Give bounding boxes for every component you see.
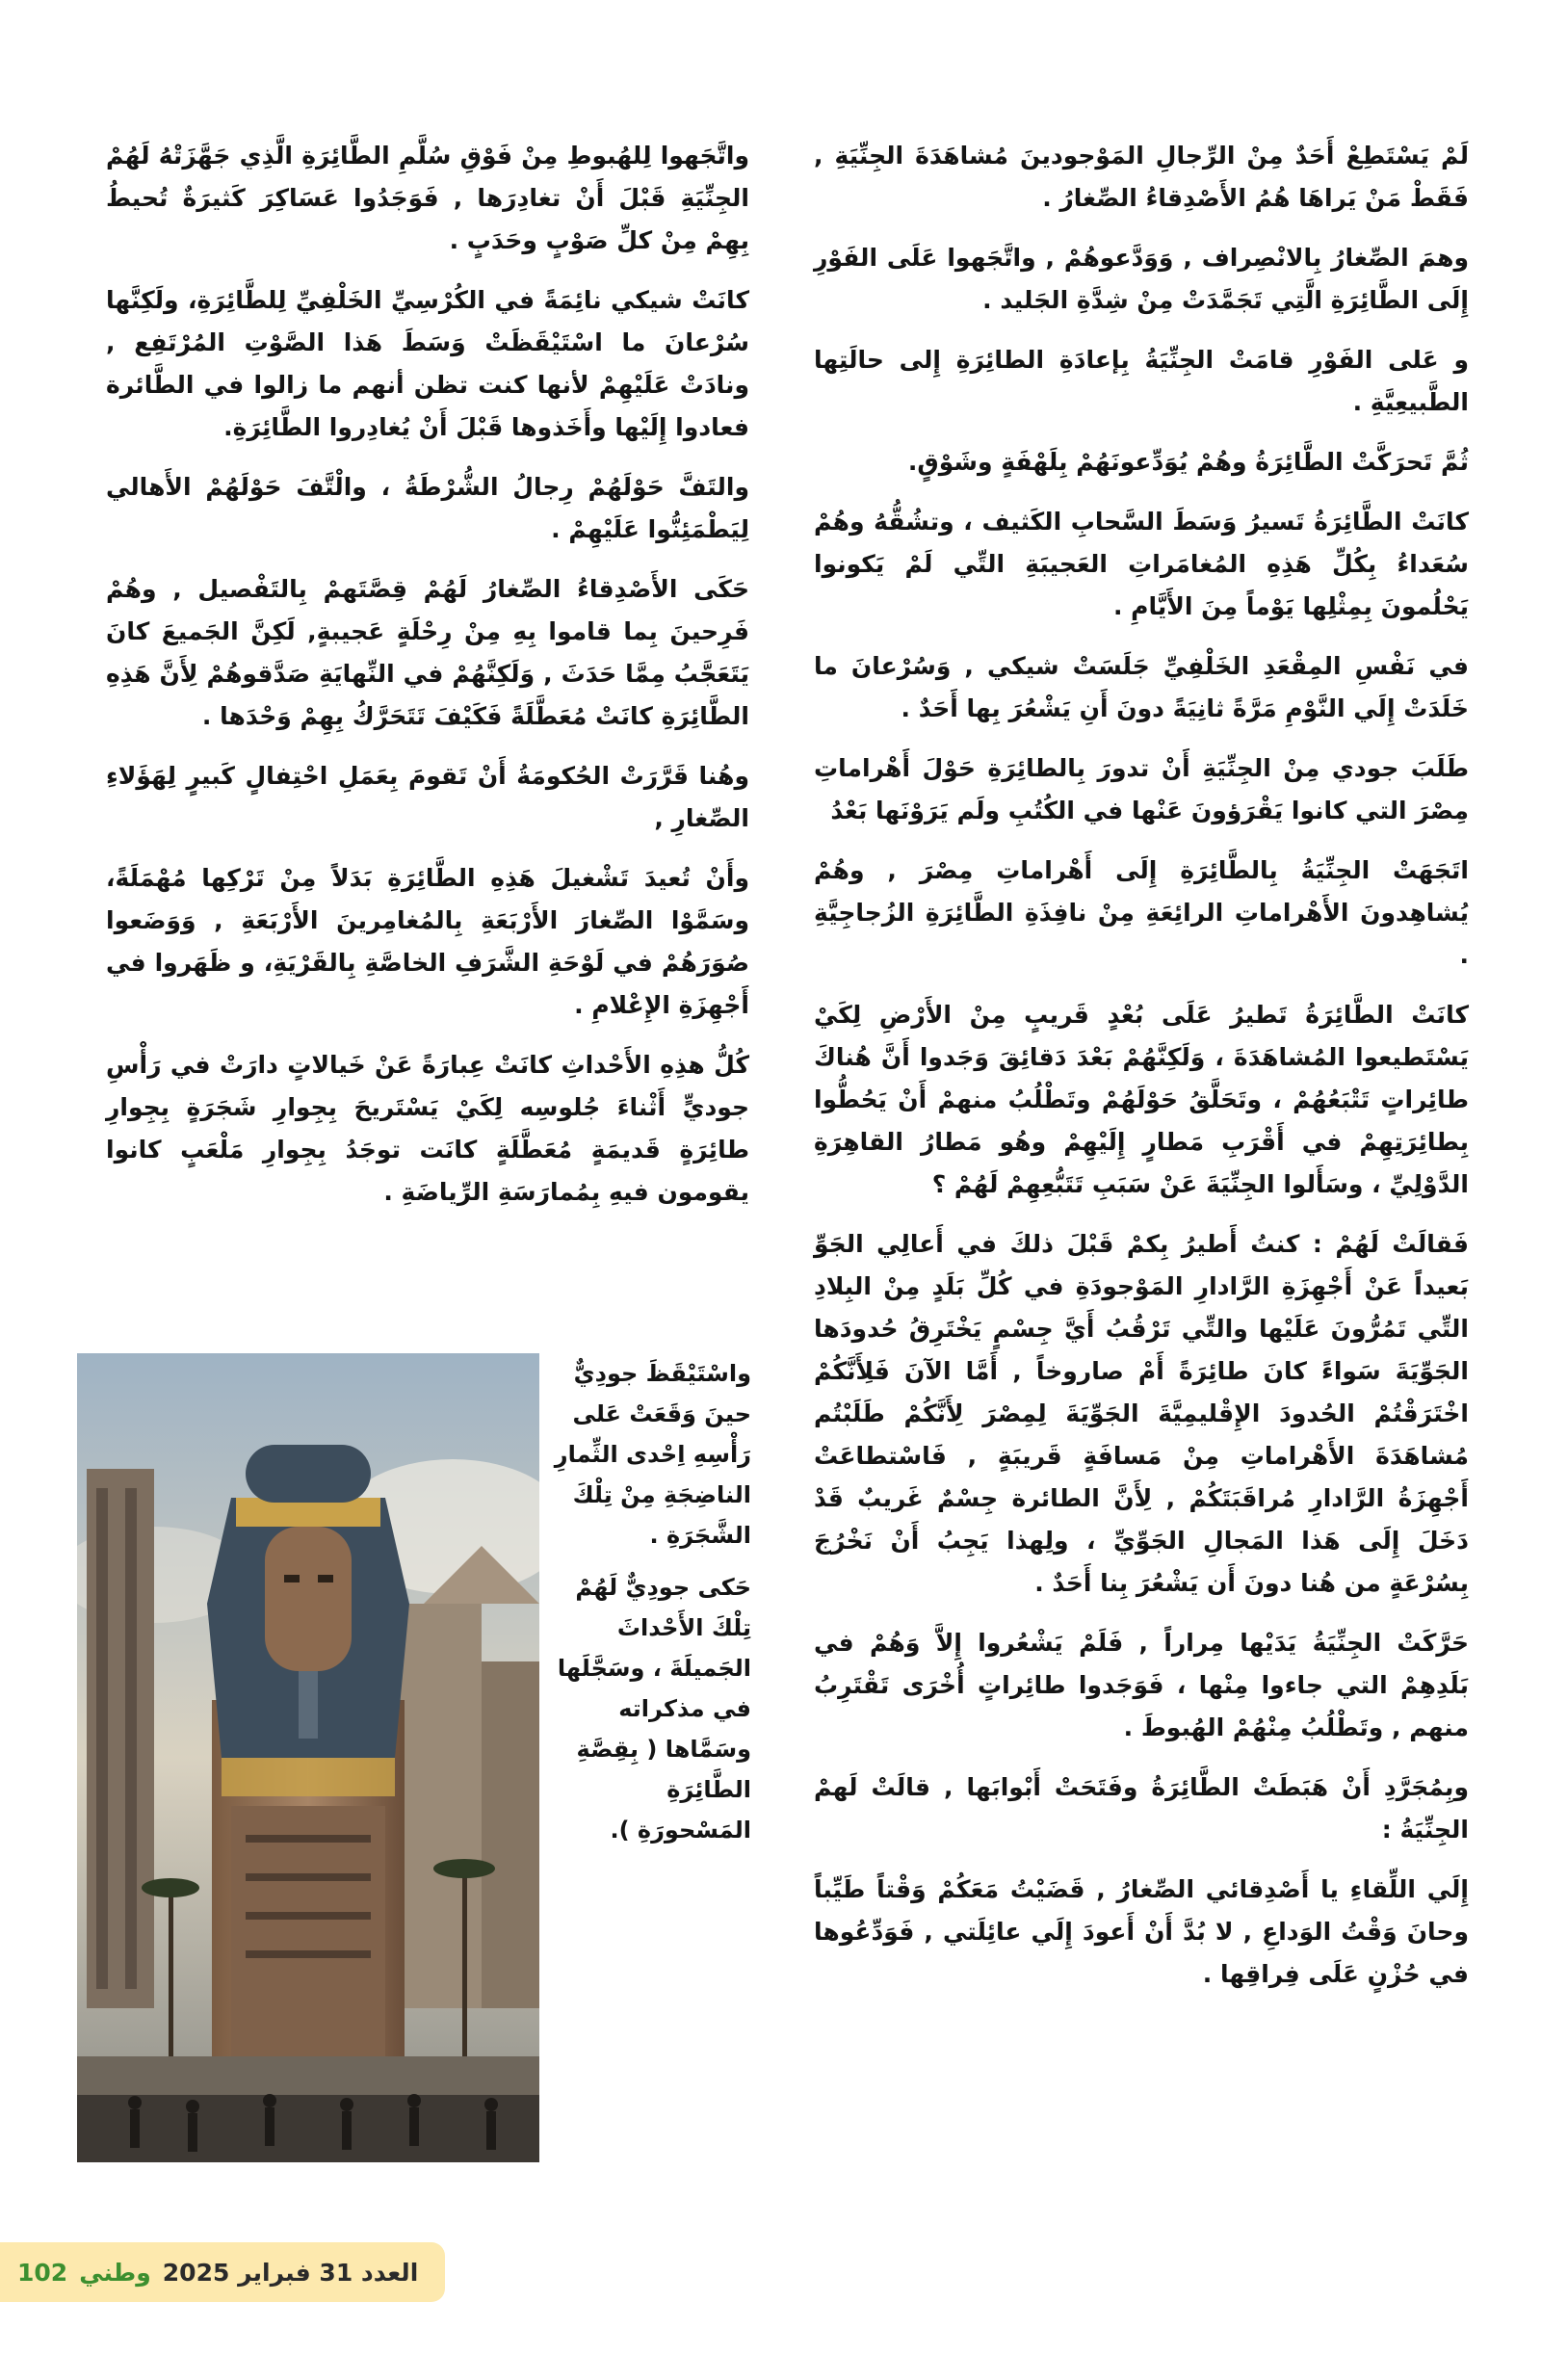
article-left-column — [106, 135, 749, 1231]
illustration-svg — [77, 1353, 539, 2162]
paragraph: واتَّجَهوا لِلهُبوطِ مِنْ فَوْقِ سُلَّمِ الطَّائِرَةِ الَّذِي جَهَّزَتْهُ لَهُمْ الجِنِّيَةِ قَبْلَ أَنْ تغادِرَها , فَوَجَدُوا عَسَاكِرَ كَثيرَةٌ تُحيطُ بِهِمْ مِنْ كلِّ صَوْبٍ وحَدَبٍ . — [106, 142, 749, 254]
pharaoh-statue-illustration — [77, 1353, 539, 2162]
magazine-brand: وطني — [79, 2258, 151, 2287]
page-number: 102 — [17, 2258, 68, 2287]
paragraph: كانَتْ شيكي نائِمَةً في الكُرْسِيِّ الخَلْفِيِّ لِلطَّائِرَةِ، ولَكِنَّها سُرْعانَ ما اسْتَيْقَظَتْ وَسَطَ هَذا الصَّوْتِ المُرْتَفِع , ونادَتْ عَلَيْهِمْ لأنها كنت تظن أنهم ما زالوا في الطَّائرة فعادوا إِلَيْها وأَخَذوها قَبْلَ أَنْ يُغادِروا الطَّائِرَةِ. — [106, 286, 749, 441]
issue-info: العدد 31 فبراير 2025 — [162, 2258, 419, 2287]
paragraph: ثُمَّ تَحرَكَّتْ الطَّائِرَةُ وهُمْ يُوَدِّعونَهُمْ بِلَهْفَةٍ وشَوْقٍ. — [907, 448, 1469, 476]
paragraph: كانَتْ الطَّائِرَةُ تَطيرُ عَلَى بُعْدٍ قَريبٍ مِنْ الأَرْضِ لِكَيْ يَسْتَطيعوا المُشاهَدَةَ ، وَلَكِنَّهُمْ بَعْدَ دَقائِقَ وَجَدوا أَنَّ هُناكَ طائِراتٍ تَتْبَعُهُمْ ، وتَحَلَّقُ حَوْلَهُمْ وتَطْلُبُ منهمْ أَنْ يَحُطُّوا بِطائِرَتِهِمْ في أَقْرَبِ مَطارٍ إِلَيْهِمْ وهُو مَطارُ القاهِرَةِ الدَّوْلِيِّ ، وسَأَلوا الجِنِّيَةَ عَنْ سَبَبِ تَتَبُّعِهِمْ لَهُمْ ؟ — [814, 1001, 1469, 1198]
paragraph: في نَفْسِ المِقْعَدِ الخَلْفِيِّ جَلَسَتْ شيكي , وَسُرْعانَ ما خَلَدَتْ إِلَي النَّوْمِ مَرَّةً ثانِيَةً دونَ أَنِ يَشْعُرَ بِها أَحَدٌ . — [814, 652, 1469, 722]
paragraph: وأَنْ تُعيدَ تَشْغيلَ هَذِهِ الطَّائِرَةِ بَدَلاً مِنْ تَرْكِها مُهْمَلَةً، وسَمَّوْا الصِّغارَ الأَرْبَعَةِ بِالمُغامِرينَ الأَرْبَعَةِ , وَوَضَعوا صُوَرَهُمْ في لَوْحَةِ الشَّرَفِ الخاصَّةِ بِالقَرْيَةِ، و ظَهَروا في أَجْهِزَةِ الإِعْلامِ . — [106, 864, 749, 1019]
paragraph: حَكَى الأَصْدِقاءُ الصِّغارُ لَهُمْ قِصَّتَهمْ بِالتَفْصيل , وهُمْ فَرِحينَ بِما قاموا بِهِ مِنْ رِحْلَةٍ عَجيبةٍ, لَكِنَّ الجَميعَ كانَ يَتَعَجَّبُ مِمَّا حَدَثَ , وَلَكِنَّهُمْ في النِّهايَةِ صَدَّقوهُمْ لِأَنَّ هَذِهِ الطَّائِرَةِ كانَتْ مُعَطَّلَةً فَكَيْفَ تَتَحَرَّكُ بِهِمْ وَحْدَها . — [106, 575, 749, 730]
paragraph: واسْتَيْقَظَ جودِيٌّ حينَ وَقَعَتْ عَلى رَأْسِهِ اِحْدى الثِّمارِ الناضِجَةِ مِنْ تِلْكَ الشَّجَرَةِ . — [554, 1360, 751, 1549]
paragraph: كُلُّ هذِهِ الأَحْداثِ كانَتْ عِبارَةً عَنْ خَيالاتٍ دارَتْ في رَأْسِ جوديٍّ أَثْناءَ جُلوسِه لِكَيْ يَسْتَريحَ بِجِوارِ شَجَرَةٍ بِجِوارِ طائِرَةٍ قَديمَةٍ مُعَطَّلَةٍ كانَت توجَدُ بِجِوارِ مَلْعَبٍ كانوا يقومون فيهِ بِمُمارَسَةِ الرِّياضَةِ . — [106, 1051, 749, 1206]
paragraph: كانَتْ الطَّائِرَةُ تَسيرُ وَسَطَ السَّحابِ الكَثيف ، وتشُقُّهُ وهُمْ سُعَداءُ بِكُلِّ هَذِهِ المُغامَراتِ العَجيبَةِ التِّي لَمْ يَكونوا يَحْلُمونَ بِمِثْلِها يَوْماً مِنَ الأَيَّامِ . — [814, 508, 1469, 620]
paragraph: حَكى جودِيٌّ لَهُمْ تِلْكَ الأَحْداثَ الجَميلَةَ ، وسَجَّلَها في مذكراته وسَمَّاها ( بِقِصَّةِ الطَّائِرَةِ المَسْحورَةِ ). — [557, 1574, 751, 1844]
paragraph: إِلَي اللِّقاءِ يا أَصْدِقائي الصِّغارُ , قَضَيْتُ مَعَكُمْ وَقْتاً طَيِّباً وحانَ وَقْتُ الوَداعِ , لا بُدَّ أَنْ أَعودَ إِلَي عائِلَتي , فَوَدِّعُوها في حُزْنٍ عَلَى فِراقِها . — [814, 1875, 1469, 1988]
paragraph: و عَلى الفَوْرِ قامَتْ الجِنِّيَةُ بِإعادَةِ الطائِرَةِ إِلى حالَتِها الطَّبيعِيَّةِ . — [814, 346, 1469, 416]
paragraph: طَلَبَ جودي مِنْ الجِنِّيَةِ أَنْ تدورَ بِالطائِرَةِ حَوْلَ أَهْراماتِ مِصْرَ التي كانوا يَقْرَؤونَ عَنْها في الكُتُبِ ولَم يَرَوْنَها بَعْدُ — [814, 754, 1469, 824]
paragraph: فَقالَتْ لَهُمْ : كنتُ أَطيرُ بِكمْ قَبْلَ ذلكَ في أَعالِي الجَوِّ بَعيداً عَنْ أَجْهِزَةِ الرَّادارِ المَوْجودَةِ في كُلِّ بَلَدٍ مِنْ البِلادِ التِّي تَمُرُّونَ عَلَيْها والتِّي تَرْقُبُ أَيَّ جِسْمٍ يَخْتَرِقُ حُدودَها الجَوِّيَةَ سَواءً كانَ طائِرَةً أَمْ صاروخاً , أَمَّا الآنَ فَلِأَنَّكُمْ اخْتَرَقْتُمْ الحُدودَ الإِقْليمِيَّةَ الجَوِّيَةَ لِمِصْرَ لِأَنَّكُمْ طَلَبْتُم مُشاهَدَةَ الأَهْراماتِ مِنْ مَسافَةٍ قَريبَةٍ , فَاسْتطاعَتْ أَجْهِزَةُ الرَّادارِ مُراقَبَتَكُمْ , لِأَنَّ الطائرة جِسْمٌ غَريبٌ قَدْ دَخَلَ إِلَى هَذا المَجالِ الجَوِّيِّ ، ولِهذا يَجِبُ أَنْ نَخْرُجَ بِسُرْعَةٍ من هُنا دونَ أَن يَشْعُرَ بِنا أَحَدٌ . — [814, 1230, 1469, 1597]
paragraph: وبِمُجَرَّدِ أَنْ هَبَطَتْ الطَّائِرَةُ وفَتَحَتْ أَبْوابَها , قالَتْ لَهمْ الجِنِّيَةُ : — [814, 1773, 1469, 1844]
paragraph: وهُنا قَرَّرَتْ الحُكومَةُ أَنْ تَقومَ بِعَمَلِ احْتِفالٍ كَبيرٍ لِهَؤَلاءِ الصِّغارِ , — [106, 762, 749, 832]
paragraph: والتَفَّ حَوْلَهُمْ رِجالُ الشُّرْطَةُ ، والْتَّفَ حَوْلَهُمْ الأَهالي لِيَطْمَئِنُّوا عَلَيْهِمْ . — [106, 473, 749, 543]
paragraph: وهمَ الصِّغارُ بِالانْصِراف , وَوَدَّعوهُمْ , واتَّجَهوا عَلَى الفَوْرِ إِلَى الطَّائِرَةِ الَّتِي تَجَمَّدَتْ مِنْ شِدَّةِ الجَليد . — [814, 244, 1469, 314]
article-right-column — [814, 135, 1469, 2013]
paragraph: لَمْ يَسْتَطِعْ أَحَدٌ مِنْ الرِّجالِ المَوْجودينَ مُشاهَدَةَ الجِنِّيَةِ , فَقَطْ مَنْ يَراهَا هُمُ الأَصْدِقاءُ الصِّغارُ . — [814, 142, 1469, 212]
illustration-section — [77, 1353, 751, 2162]
paragraph: اتَجَهَتْ الجِنِّيَةُ بِالطَّائِرَةِ إِلَى أَهْراماتِ مِصْرَ , وهُمْ يُشاهِدونَ الأَهْراماتِ الرائِعَةِ مِنْ نافِذَةِ الطَّائِرَةِ الزُجاجِيَّةِ . — [814, 856, 1469, 969]
paragraph: حَرَّكَتْ الجِنِّيَةُ يَدَيْها مِراراً , فَلَمْ يَشْعُروا إِلاَّ وَهُمْ في بَلَدِهِمْ التي جاءوا مِنْها ، فَوَجَدوا طائِراتٍ أُخْرَى تَقْتَرِبُ منهم , وتَطْلُبُ مِنْهُمْ الهُبوطَ . — [814, 1629, 1469, 1741]
page-footer — [0, 2242, 445, 2302]
side-text-column — [554, 1353, 751, 1862]
